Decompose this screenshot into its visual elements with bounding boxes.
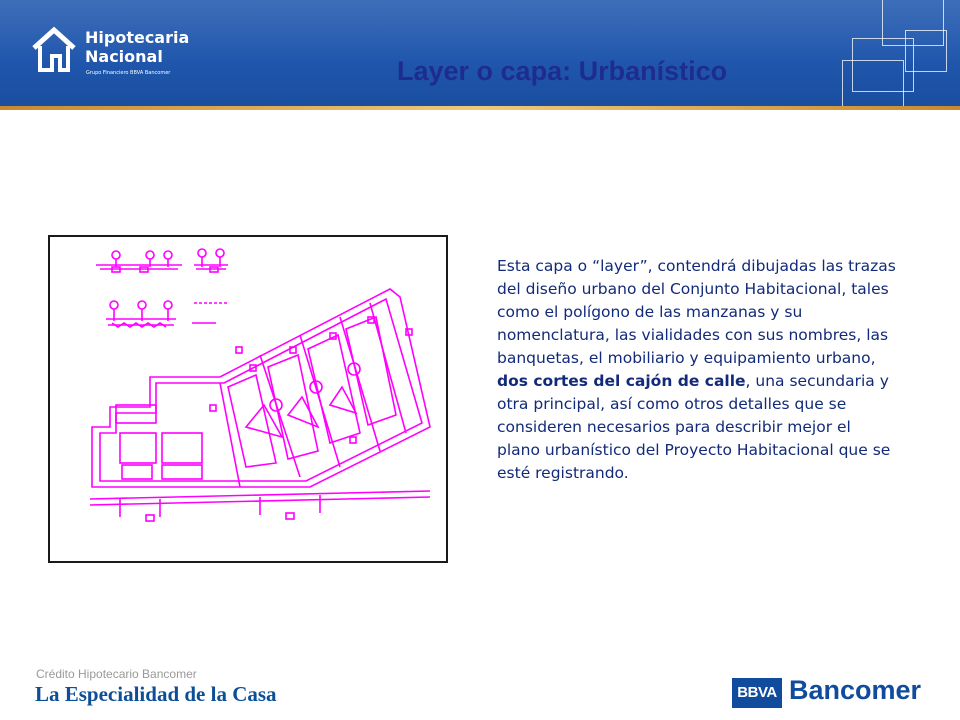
bbva-logo: BBVA: [732, 678, 782, 708]
bancomer-logo-text: Bancomer: [789, 675, 922, 705]
body-paragraph: [497, 255, 897, 485]
urban-plan-image: [48, 235, 448, 563]
decorative-square: [842, 60, 904, 108]
slide-title: Layer o capa: Urbanístico: [397, 56, 728, 86]
brand-line1: Hipotecaria: [85, 28, 190, 47]
urban-plan-drawing: [50, 237, 446, 561]
footer-slogan: La Especialidad de la Casa: [35, 682, 277, 706]
street-section-diagram: [106, 301, 176, 327]
house-logo-icon: [30, 26, 78, 72]
bottom-road: [90, 491, 430, 521]
hipotecaria-nacional-logo: [30, 20, 200, 82]
body-text-bold: dos cortes del cajón de calle: [497, 372, 746, 390]
footer-credit-text: Crédito Hipotecario Bancomer: [36, 667, 197, 681]
header-accent-line: [0, 106, 960, 110]
header-bar: [0, 0, 960, 107]
brand-tagline: Grupo Financiero BBVA Bancomer: [86, 70, 171, 76]
body-text-start: Esta capa o “layer”, contendrá dibujadas las trazas del diseño urbano del Conjunto Habitacional, tales como el polígono de las manzanas y su nomenclatura, las vialidades con sus nombres, las banquetas, el mobiliario y equipamiento urbano,: [497, 257, 896, 367]
street-section-diagram: [96, 251, 182, 272]
decorative-square: [905, 30, 947, 72]
street-section-diagram: [194, 249, 228, 272]
body-text-end: , una secundaria y otra principal, así como otros detalles que se consideren necesarios para describir mejor el plano urbanístico del Proyecto Habitacional que se esté registrando.: [497, 372, 891, 482]
brand-line2: Nacional: [85, 47, 163, 66]
